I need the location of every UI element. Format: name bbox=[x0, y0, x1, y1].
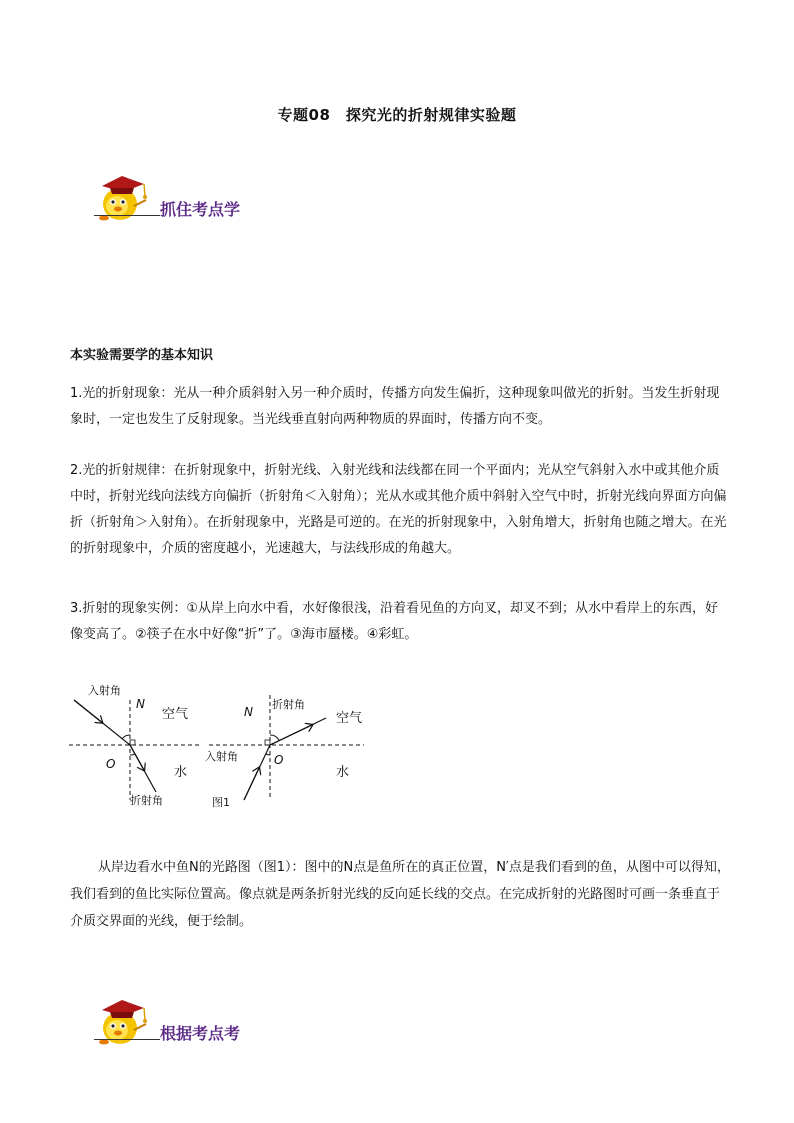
label-incident-angle: 入射角 bbox=[88, 684, 121, 697]
refraction-diagram bbox=[64, 680, 374, 810]
label-air: 空气 bbox=[162, 707, 189, 722]
page-title: 专题08 探究光的折射规律实验题 bbox=[277, 106, 517, 124]
paragraph-refraction-examples: 3.折射的现象实例：①从岸上向水中看，水好像很浅，沿着看见鱼的方向叉，却叉不到；从水中看岸上的东西，好像变高了。②筷子在水中好像“折”了。③海市蜃楼。④彩虹。 bbox=[70, 601, 719, 642]
paragraph-fish-light-path: 从岸边看水中鱼N的光路图（图1）：图中的N点是鱼所在的真正位置，N′点是我们看到的鱼，从图中可以得知，我们看到的鱼比实际位置高。像点就是两条折射光线的反向延长线的交点。在完成折射的光路图时可画一条垂直于介质交界面的光线，便于绘制。 bbox=[70, 860, 730, 929]
diagram-right bbox=[205, 695, 364, 809]
label-normal-n: N bbox=[244, 705, 253, 719]
label-refraction-angle: 折射角 bbox=[272, 698, 305, 711]
section-header-study bbox=[88, 172, 308, 224]
section-title-exam: 根据考点考 bbox=[160, 1024, 241, 1043]
section-header-exam bbox=[88, 996, 308, 1048]
graduate-chick-mascot-icon bbox=[90, 172, 152, 224]
label-refraction-angle: 折射角 bbox=[130, 794, 163, 807]
paragraph-refraction-phenomenon: 1.光的折射现象：光从一种介质斜射入另一种介质时，传播方向发生偏折，这种现象叫做光的折射。当发生折射现象时，一定也发生了反射现象。当光线垂直射向两种物质的界面时，传播方向不变。 bbox=[70, 386, 720, 427]
knowledge-heading: 本实验需要学的基本知识 bbox=[70, 348, 214, 363]
figure-caption: 图1 bbox=[212, 796, 230, 809]
label-water: 水 bbox=[174, 765, 188, 780]
label-origin-o: O bbox=[106, 757, 116, 771]
section-title-study: 抓住考点学 bbox=[160, 200, 241, 219]
graduate-chick-mascot-icon bbox=[90, 996, 152, 1048]
label-normal-n: N bbox=[136, 697, 145, 711]
label-incident-angle: 入射角 bbox=[205, 750, 238, 763]
section-underline bbox=[94, 1039, 160, 1040]
label-water: 水 bbox=[336, 765, 350, 780]
section-underline bbox=[94, 215, 160, 216]
label-origin-o: O bbox=[274, 753, 284, 767]
paragraph-refraction-law: 2.光的折射规律：在折射现象中，折射光线、入射光线和法线都在同一个平面内；光从空气斜射入水中或其他介质中时，折射光线向法线方向偏折（折射角＜入射角）；光从水或其他介质中斜射入空气中时，折射光线向界面方向偏折（折射角＞入射角）。在折射现象中，光路是可逆的。在光的折射现象中，入射角增大，折射角也随之增大。在光的折射现象中，介质的密度越小，光速越大，与法线形成的角越大。 bbox=[70, 463, 727, 556]
label-air: 空气 bbox=[336, 711, 363, 726]
diagram-left bbox=[69, 683, 199, 807]
